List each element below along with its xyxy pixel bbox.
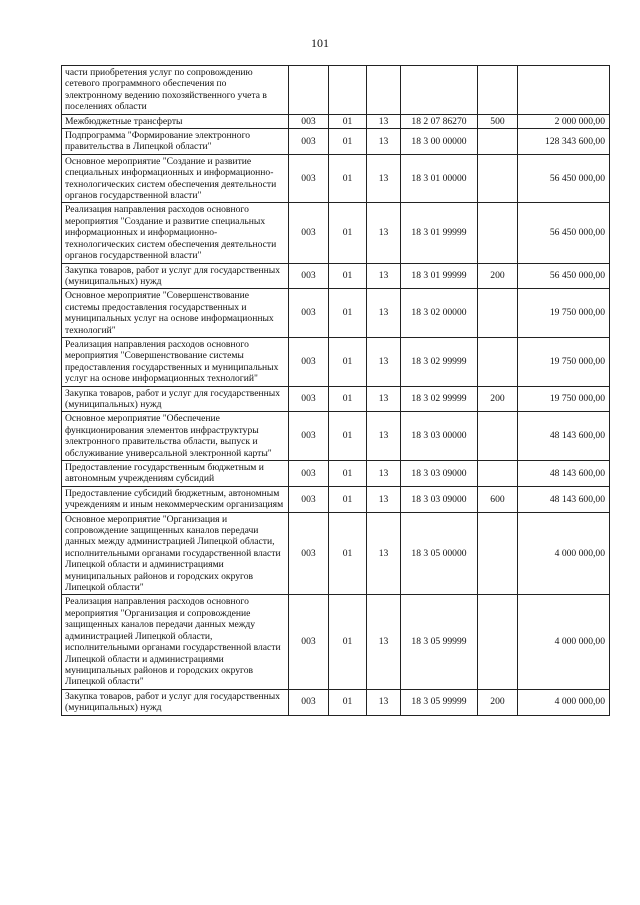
- amount-cell: 128 343 600,00: [518, 129, 610, 155]
- ministry-code-cell: 003: [289, 461, 329, 487]
- amount-cell: 48 143 600,00: [518, 486, 610, 512]
- table-row: [62, 412, 610, 461]
- row-name-cell: Предоставление государственным бюджетным и автономным учреждениям субсидий: [62, 461, 289, 487]
- section-code-cell: 01: [329, 289, 367, 338]
- subsection-code-cell: 13: [367, 203, 401, 263]
- row-name-cell: Реализация направления расходов основного мероприятия "Совершенствование системы предоставления государственных и муниципальных услуг на основе информационных технологий": [62, 337, 289, 386]
- expense-type-cell: 200: [478, 689, 518, 715]
- row-name-cell: части приобретения услуг по сопровождению сетевого программного обеспечения по электронному ведению похозяйственного учета в поселениях области: [62, 66, 289, 115]
- expense-type-cell: [478, 337, 518, 386]
- table-row: [62, 689, 610, 715]
- row-name-cell: Подпрограмма "Формирование электронного правительства в Липецкой области": [62, 129, 289, 155]
- subsection-code-cell: 13: [367, 263, 401, 289]
- subsection-code-cell: 13: [367, 486, 401, 512]
- section-code-cell: [329, 66, 367, 115]
- subsection-code-cell: 13: [367, 154, 401, 203]
- amount-cell: 2 000 000,00: [518, 114, 610, 128]
- row-name-cell: Закупка товаров, работ и услуг для государственных (муниципальных) нужд: [62, 263, 289, 289]
- ministry-code-cell: 003: [289, 129, 329, 155]
- section-code-cell: 01: [329, 486, 367, 512]
- table-row: [62, 289, 610, 338]
- table-row: [62, 154, 610, 203]
- amount-cell: 19 750 000,00: [518, 289, 610, 338]
- section-code-cell: 01: [329, 512, 367, 595]
- section-code-cell: 01: [329, 461, 367, 487]
- ministry-code-cell: 003: [289, 114, 329, 128]
- ministry-code-cell: 003: [289, 412, 329, 461]
- row-name-cell: Закупка товаров, работ и услуг для государственных (муниципальных) нужд: [62, 386, 289, 412]
- ministry-code-cell: 003: [289, 595, 329, 689]
- amount-cell: 19 750 000,00: [518, 386, 610, 412]
- section-code-cell: 01: [329, 595, 367, 689]
- expense-type-cell: [478, 203, 518, 263]
- ministry-code-cell: 003: [289, 386, 329, 412]
- expense-type-cell: [478, 461, 518, 487]
- section-code-cell: 01: [329, 263, 367, 289]
- target-article-cell: 18 3 03 09000: [401, 461, 478, 487]
- amount-cell: 19 750 000,00: [518, 337, 610, 386]
- table-row: [62, 486, 610, 512]
- ministry-code-cell: [289, 66, 329, 115]
- ministry-code-cell: 003: [289, 263, 329, 289]
- ministry-code-cell: 003: [289, 154, 329, 203]
- amount-cell: 56 450 000,00: [518, 263, 610, 289]
- amount-cell: 56 450 000,00: [518, 203, 610, 263]
- table-row: [62, 337, 610, 386]
- row-name-cell: Предоставление субсидий бюджетным, автономным учреждениям и иным некоммерческим организациям: [62, 486, 289, 512]
- expense-type-cell: [478, 66, 518, 115]
- expense-type-cell: [478, 412, 518, 461]
- expense-type-cell: [478, 129, 518, 155]
- row-name-cell: Основное мероприятие "Создание и развитие специальных информационных и информационно-технологических систем обеспечения деятельности органов государственной власти": [62, 154, 289, 203]
- section-code-cell: 01: [329, 154, 367, 203]
- row-name-cell: Межбюджетные трансферты: [62, 114, 289, 128]
- subsection-code-cell: 13: [367, 412, 401, 461]
- subsection-code-cell: 13: [367, 386, 401, 412]
- expense-type-cell: [478, 595, 518, 689]
- table-row: [62, 114, 610, 128]
- target-article-cell: 18 3 02 00000: [401, 289, 478, 338]
- target-article-cell: 18 2 07 86270: [401, 114, 478, 128]
- expense-type-cell: 200: [478, 263, 518, 289]
- amount-cell: 48 143 600,00: [518, 461, 610, 487]
- subsection-code-cell: 13: [367, 461, 401, 487]
- target-article-cell: 18 3 02 99999: [401, 337, 478, 386]
- amount-cell: 4 000 000,00: [518, 595, 610, 689]
- table-row: [62, 512, 610, 595]
- target-article-cell: 18 3 03 00000: [401, 412, 478, 461]
- section-code-cell: 01: [329, 337, 367, 386]
- table-row: [62, 386, 610, 412]
- target-article-cell: 18 3 00 00000: [401, 129, 478, 155]
- subsection-code-cell: 13: [367, 689, 401, 715]
- target-article-cell: [401, 66, 478, 115]
- target-article-cell: 18 3 01 00000: [401, 154, 478, 203]
- row-name-cell: Реализация направления расходов основного мероприятия "Организация и сопровождение защищенных каналов передачи данных между администрацией Липецкой области, исполнительными органами государственной власти Липецкой области и администрациями муниципальных районов и городских округов Липецкой области": [62, 595, 289, 689]
- section-code-cell: 01: [329, 129, 367, 155]
- row-name-cell: Основное мероприятие "Обеспечение функционирования элементов инфраструктуры электронного правительства области, выпуск и обслуживание универсальной электронной карты": [62, 412, 289, 461]
- table-row: [62, 595, 610, 689]
- subsection-code-cell: 13: [367, 289, 401, 338]
- ministry-code-cell: 003: [289, 512, 329, 595]
- target-article-cell: 18 3 02 99999: [401, 386, 478, 412]
- section-code-cell: 01: [329, 386, 367, 412]
- section-code-cell: 01: [329, 114, 367, 128]
- expense-type-cell: [478, 512, 518, 595]
- target-article-cell: 18 3 01 99999: [401, 203, 478, 263]
- subsection-code-cell: [367, 66, 401, 115]
- table-row: [62, 66, 610, 115]
- expense-type-cell: 600: [478, 486, 518, 512]
- subsection-code-cell: 13: [367, 595, 401, 689]
- ministry-code-cell: 003: [289, 486, 329, 512]
- table-row: [62, 203, 610, 263]
- amount-cell: 4 000 000,00: [518, 512, 610, 595]
- amount-cell: 48 143 600,00: [518, 412, 610, 461]
- expense-type-cell: 200: [478, 386, 518, 412]
- target-article-cell: 18 3 05 99999: [401, 689, 478, 715]
- section-code-cell: 01: [329, 412, 367, 461]
- target-article-cell: 18 3 05 00000: [401, 512, 478, 595]
- row-name-cell: Закупка товаров, работ и услуг для государственных (муниципальных) нужд: [62, 689, 289, 715]
- table-row: [62, 263, 610, 289]
- subsection-code-cell: 13: [367, 114, 401, 128]
- expense-type-cell: [478, 154, 518, 203]
- row-name-cell: Основное мероприятие "Совершенствование системы предоставления государственных и муниципальных услуг на основе информационных технологий": [62, 289, 289, 338]
- subsection-code-cell: 13: [367, 337, 401, 386]
- page-number: 101: [311, 36, 329, 50]
- row-name-cell: Реализация направления расходов основного мероприятия "Создание и развитие специальных информационных и информационно-технологических систем обеспечения деятельности органов государственной власти": [62, 203, 289, 263]
- amount-cell: [518, 66, 610, 115]
- section-code-cell: 01: [329, 203, 367, 263]
- table-row: [62, 129, 610, 155]
- target-article-cell: 18 3 01 99999: [401, 263, 478, 289]
- ministry-code-cell: 003: [289, 337, 329, 386]
- ministry-code-cell: 003: [289, 689, 329, 715]
- ministry-code-cell: 003: [289, 289, 329, 338]
- section-code-cell: 01: [329, 689, 367, 715]
- expense-type-cell: 500: [478, 114, 518, 128]
- expense-type-cell: [478, 289, 518, 338]
- budget-table: [61, 65, 610, 716]
- target-article-cell: 18 3 05 99999: [401, 595, 478, 689]
- amount-cell: 4 000 000,00: [518, 689, 610, 715]
- subsection-code-cell: 13: [367, 512, 401, 595]
- target-article-cell: 18 3 03 09000: [401, 486, 478, 512]
- amount-cell: 56 450 000,00: [518, 154, 610, 203]
- table-row: [62, 461, 610, 487]
- row-name-cell: Основное мероприятие "Организация и сопровождение защищенных каналов передачи данных между администрацией Липецкой области, исполнительными органами государственной власти Липецкой области и администрациями муниципальных районов и городских округов Липецкой области": [62, 512, 289, 595]
- ministry-code-cell: 003: [289, 203, 329, 263]
- subsection-code-cell: 13: [367, 129, 401, 155]
